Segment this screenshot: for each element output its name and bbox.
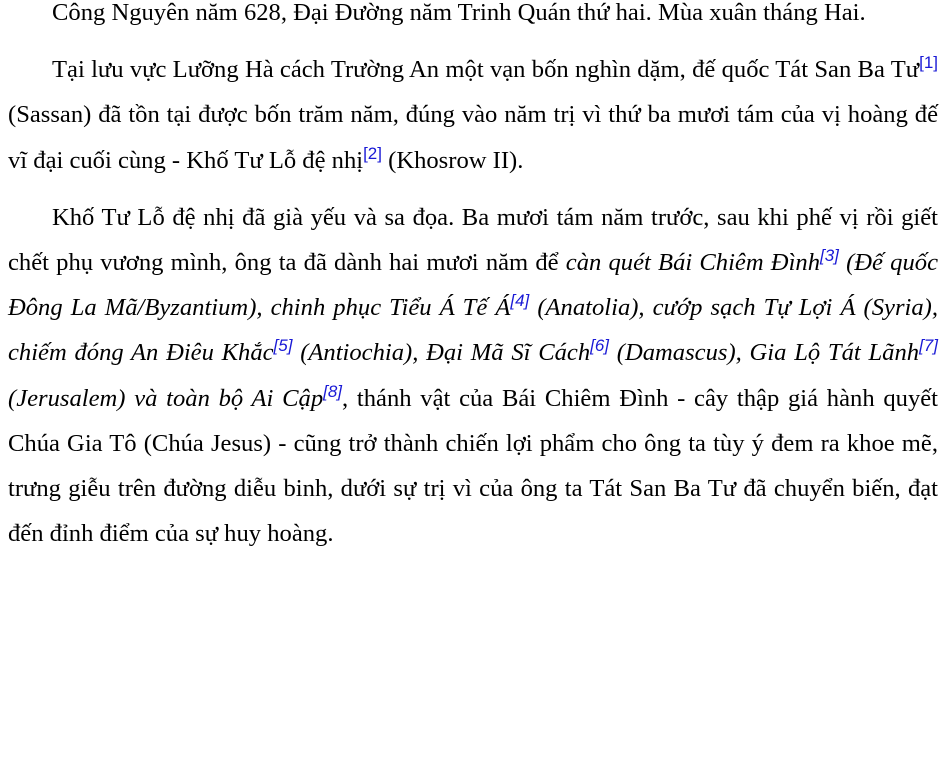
footnote-link-3[interactable]: [3] [820, 246, 839, 266]
italic-text: (Antiochia), Đại Mã Sĩ Cách [292, 339, 591, 367]
italic-text: càn quét Bái Chiêm Đình [565, 249, 820, 277]
footnote-link-8[interactable]: [8] [323, 381, 343, 401]
italic-text: (Damascus), Gia Lộ Tát Lãnh [609, 339, 920, 367]
paragraph-2 [8, 47, 938, 183]
footnote-link-2[interactable]: [2] [363, 143, 382, 163]
italic-text: (Anatolia), cướp sạch Tự Lợi Á (Syria), chiếm đóng An Điêu Khắc [8, 294, 938, 367]
paragraph-text: (Khosrow II). [381, 146, 524, 174]
paragraph-text: Khố Tư Lỗ đệ nhị đã già yếu và sa đọa. Ba mươi tám năm trước, sau khi phế vị rồi giết chết phụ vương mình, ông ta đã dành hai mươi năm để [8, 203, 938, 277]
paragraph-1 [8, 0, 938, 35]
paragraph-text: , thánh vật của Bái Chiêm Đình - cây thập giá hành quyết Chúa Gia Tô (Chúa Jesus) - cũng trở thành chiến lợi phẩm cho ông ta tùy ý đem ra khoe mẽ, trưng giễu trên đường diễu binh, dưới sự trị vì của ông ta Tát San Ba Tư đã chuyển biến, đạt đến đỉnh điểm của sự huy hoàng. [8, 384, 938, 548]
paragraph-text: (Sassan) đã tồn tại được bốn trăm năm, đúng vào năm trị vì thứ ba mươi tám của vị hoàng đế vĩ đại cuối cùng - Khố Tư Lỗ đệ nhị [8, 101, 938, 174]
paragraph-3 [8, 195, 938, 557]
italic-text: (Đế quốc Đông La Mã/Byzantium), chinh phục Tiểu Á Tế Á [8, 249, 938, 322]
paragraph-text: Tại lưu vực Lưỡng Hà cách Trường An một vạn bốn nghìn dặm, đế quốc Tát San Ba Tư [52, 56, 920, 84]
footnote-link-5[interactable]: [5] [273, 336, 293, 356]
footnote-link-1[interactable]: [1] [919, 53, 938, 73]
footnote-link-7[interactable]: [7] [919, 336, 938, 356]
footnote-link-6[interactable]: [6] [590, 336, 610, 356]
paragraph-text: Công Nguyên năm 628, Đại Đường năm Trinh Quán thứ hai. Mùa xuân tháng Hai. [52, 0, 866, 26]
footnote-link-4[interactable]: [4] [510, 291, 530, 311]
italic-text: (Jerusalem) và toàn bộ Ai Cập [8, 384, 324, 412]
